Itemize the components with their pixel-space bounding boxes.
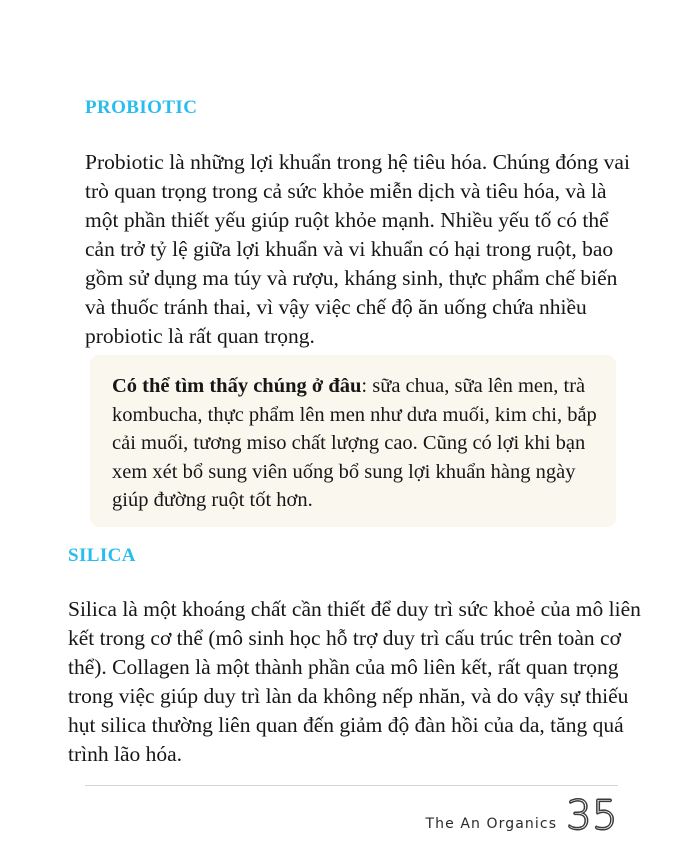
page-footer: [85, 790, 618, 838]
callout-box: [90, 355, 616, 527]
footer-divider: [85, 785, 618, 786]
section-paragraph-probiotic: Probiotic là những lợi khuẩn trong hệ tiêu hóa. Chúng đóng vai trò quan trọng trong cả sức khỏe miễn dịch và tiêu hóa, và là một phần thiết yếu giúp ruột khỏe mạnh. Nhiều yếu tố có thể cản trở tỷ lệ giữa lợi khuẩn và vi khuẩn có hại trong ruột, bao gồm sử dụng ma túy và rượu, kháng sinh, thực phẩm chế biến và thuốc tránh thai, vì vậy việc chế độ ăn uống chứa nhiều probiotic là rất quan trọng.: [85, 150, 630, 348]
section-heading-probiotic: PROBIOTIC: [85, 97, 198, 118]
callout-text: [112, 372, 602, 515]
section-paragraph-silica: Silica là một khoáng chất cần thiết để duy trì sức khoẻ của mô liên kết trong cơ thể (mô sinh học hỗ trợ duy trì cấu trúc trên toàn cơ thể). Collagen là một thành phần của mô liên kết, rất quan trọng trong việc giúp duy trì làn da không nếp nhăn, và do vậy sự thiếu hụt silica thường liên quan đến giảm độ đàn hồi của da, tăng quá trình lão hóa.: [68, 597, 641, 766]
callout-lead-label: Có thể tìm thấy chúng ở đâu: [112, 375, 362, 397]
footer-brand-name: The An Organics: [425, 816, 558, 832]
section-heading-silica: SILICA: [68, 545, 136, 566]
callout-body: : sữa chua, sữa lên men, trà kombucha, thực phẩm lên men như dưa muối, kim chi, bắp cải muối, tương miso chất lượng cao. Cũng có lợi khi bạn xem xét bổ sung viên uống bổ sung lợi khuẩn hàng ngày giúp đường ruột tốt hơn.: [112, 375, 597, 511]
footer-page-number: 35: [566, 793, 618, 839]
